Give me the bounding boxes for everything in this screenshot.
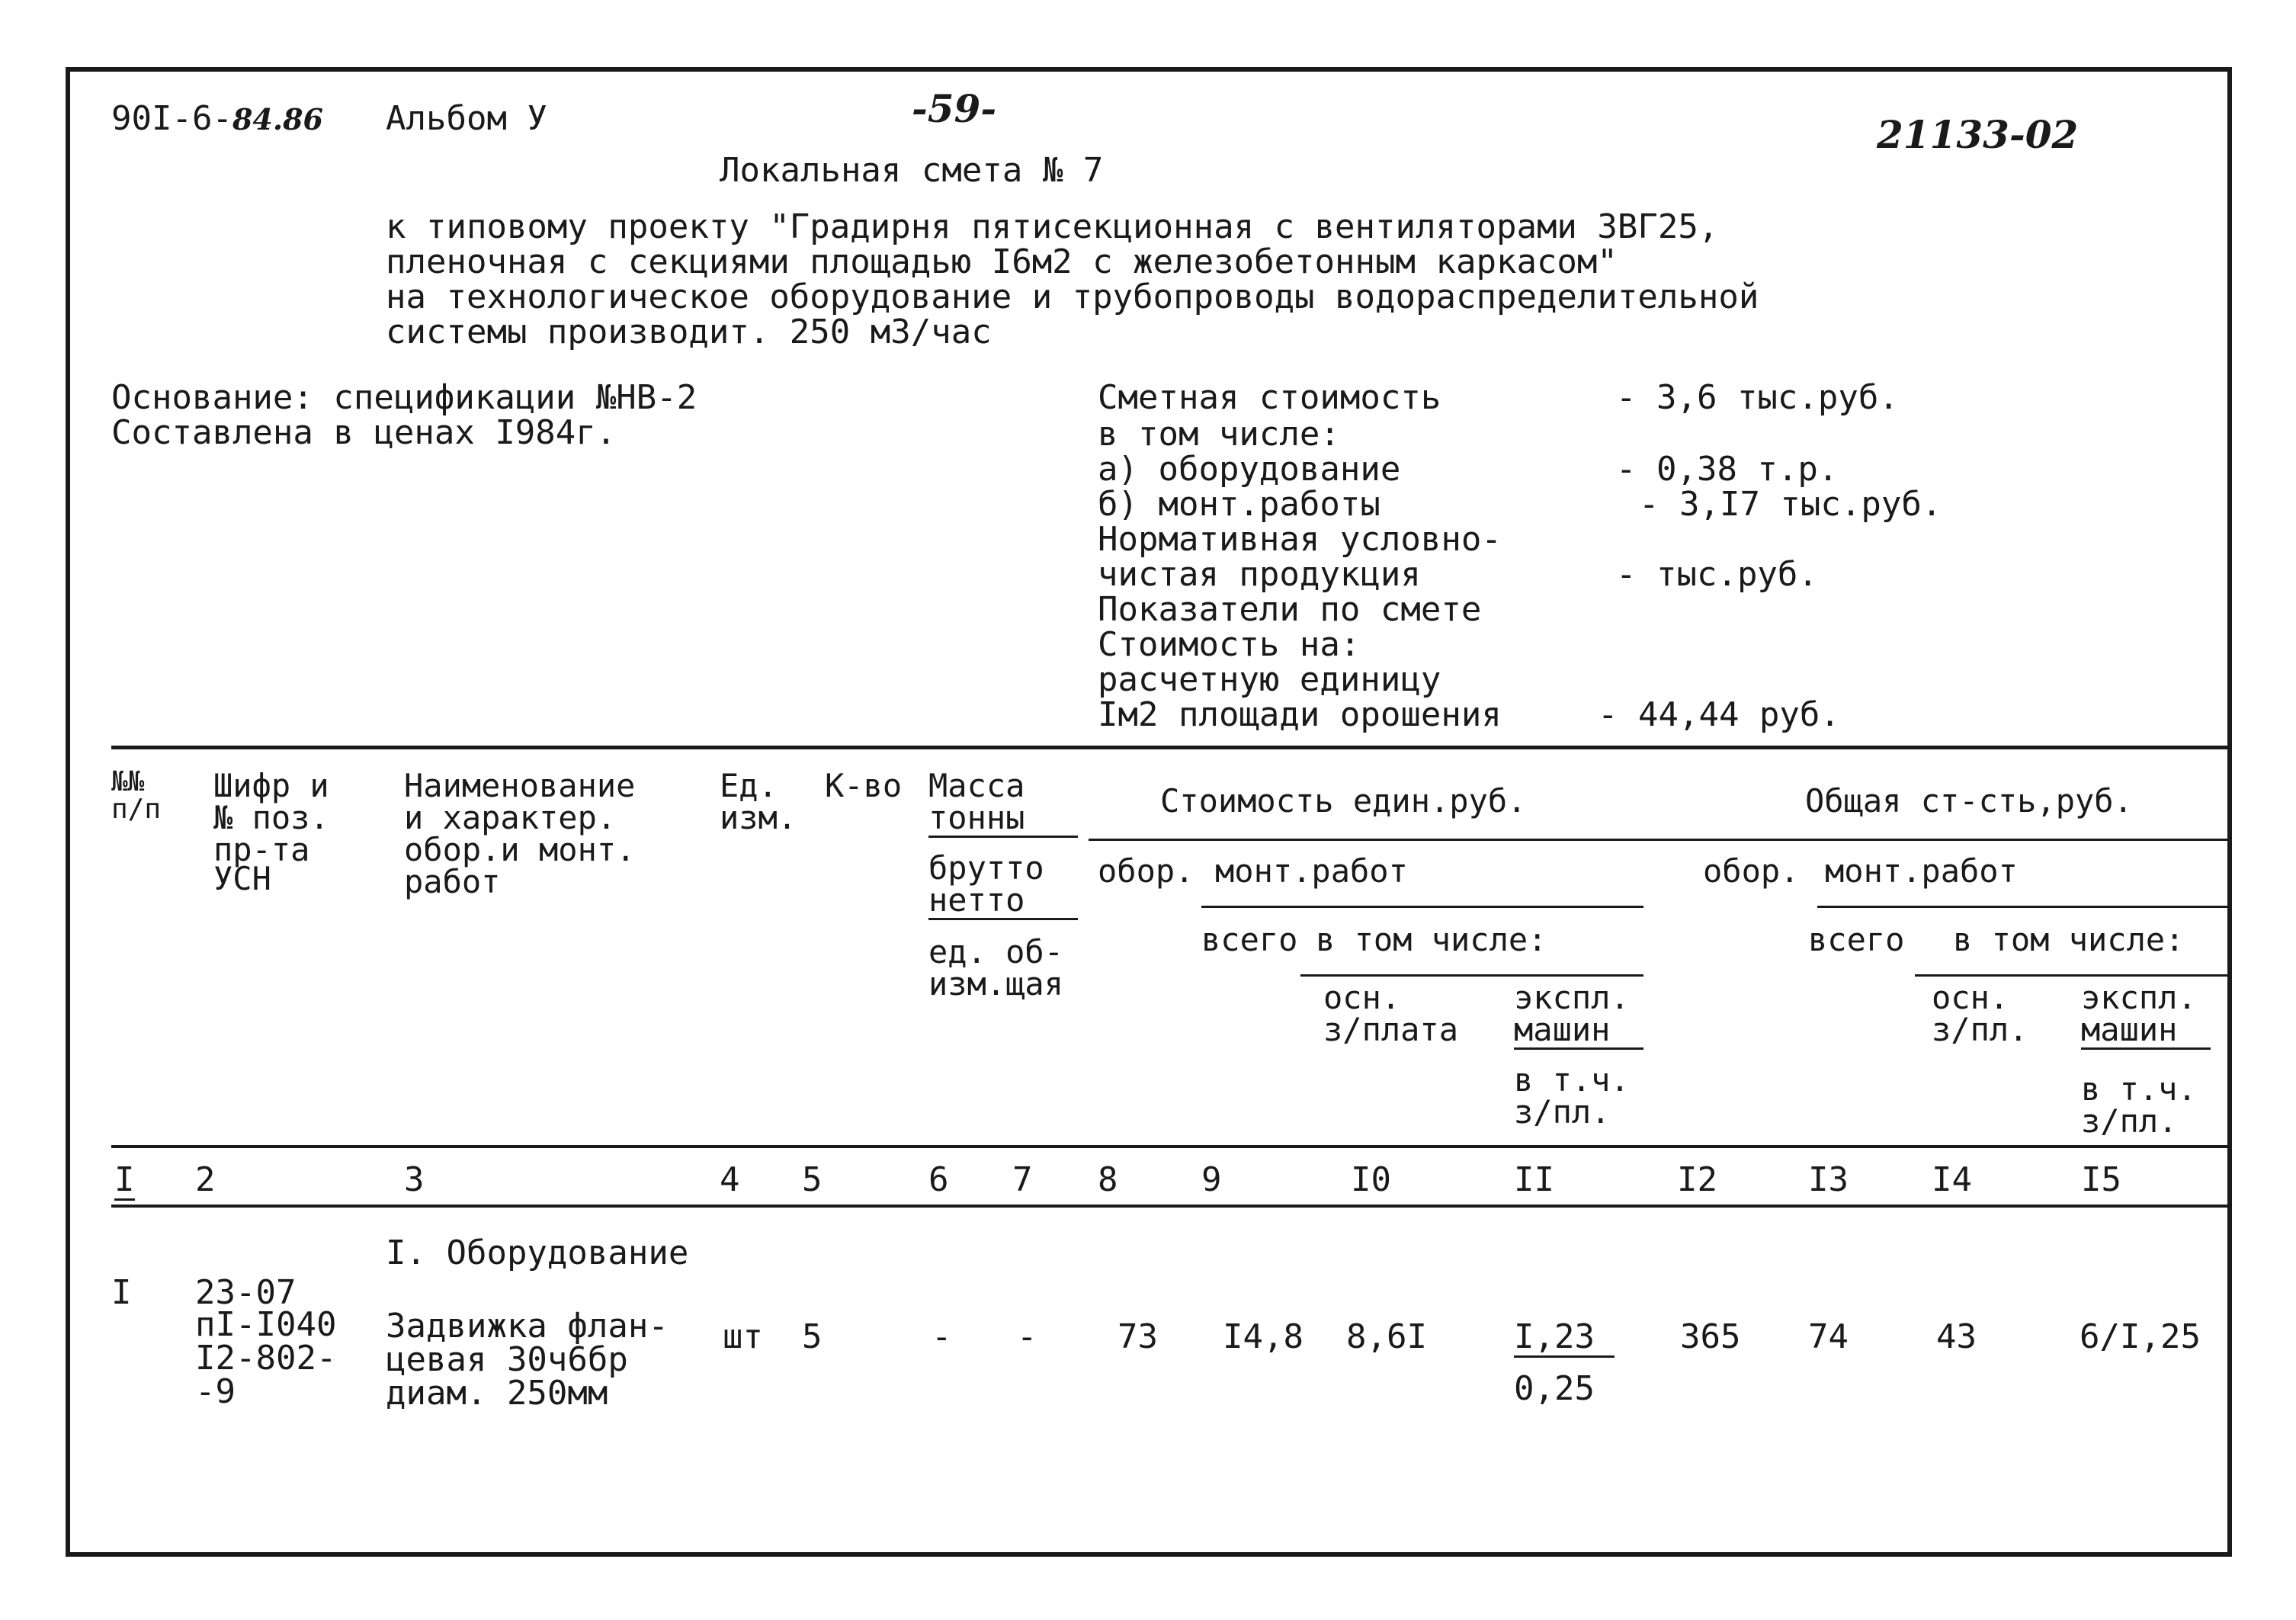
th-total-incl-wage-b: з/пл.	[2081, 1102, 2178, 1140]
summary-install-value: - 3,I7 тыс.руб.	[1639, 485, 1942, 524]
column-number: 3	[404, 1160, 425, 1199]
column-number: 4	[720, 1160, 740, 1199]
album-label: Альбом У	[386, 99, 547, 138]
column-number: I5	[2081, 1160, 2121, 1199]
th-code: Шифр и	[213, 767, 329, 804]
header-rule-costs	[1089, 839, 2227, 841]
th-total-machines-a: экспл.	[2081, 979, 2197, 1016]
th-unit-total-b: изм.щая	[928, 965, 1064, 1002]
row-wage: 8,6I	[1346, 1317, 1427, 1356]
th-code: УСН	[213, 860, 271, 897]
summary-label: чистая продукция	[1098, 555, 1421, 594]
column-numbers-rule	[111, 1205, 2227, 1208]
column-number: I3	[1808, 1160, 1849, 1199]
th-total-wage-b: з/пл.	[1932, 1011, 2028, 1048]
row-name: цевая 30ч6бр	[386, 1340, 628, 1379]
subject-line: пленочная с секциями площадью I6м2 с железобетонным каркасом"	[386, 242, 1618, 281]
project-code-handwritten: 84.86	[232, 102, 323, 136]
header-rule-unit-incl	[1300, 974, 1643, 977]
row-code: -9	[195, 1372, 236, 1411]
summary-total-value: - 3,6 тыс.руб.	[1616, 378, 1899, 417]
th-qty: К-во	[825, 767, 903, 804]
row-install-total-all: 74	[1808, 1317, 1849, 1356]
th-unit: изм.	[720, 799, 797, 836]
row-code: I2-802-	[195, 1339, 337, 1378]
basis-prices: Составлена в ценах I984г.	[111, 413, 617, 452]
th-unit-machines-b: машин	[1514, 1014, 1643, 1050]
th-num-line1: №№	[111, 766, 145, 797]
th-unit-incl-wage-b: з/пл.	[1514, 1093, 1611, 1131]
th-unit-wage-b: з/плата	[1323, 1011, 1459, 1048]
th-code: № поз.	[213, 799, 329, 836]
th-total-incl: в том числе:	[1953, 921, 2185, 958]
subject-line: системы производит. 250 м3/час	[386, 313, 992, 351]
row-mass-unit: -	[932, 1317, 952, 1356]
summary-label: а) оборудование	[1098, 450, 1401, 489]
th-unit-equipment: обор.	[1098, 852, 1194, 890]
header-rule-total-incl	[1915, 974, 2227, 977]
th-unit-install-total: всего	[1201, 921, 1298, 958]
th-unit-total-a: ед. об-	[928, 933, 1064, 970]
th-total-machines-b: машин	[2081, 1014, 2211, 1050]
th-unit-cost: Стоимость един.руб.	[1160, 782, 1527, 820]
column-number: 7	[1012, 1160, 1033, 1199]
estimate-title: Локальная смета № 7	[720, 151, 1104, 190]
row-name: Задвижка флан-	[386, 1307, 669, 1346]
summary-label: Нормативная условно-	[1098, 520, 1502, 559]
page-number: -59-	[912, 86, 997, 131]
summary-label: расчетную единицу	[1098, 660, 1441, 699]
th-netto: нетто	[928, 884, 1078, 920]
row-mass-total: -	[1017, 1317, 1037, 1356]
summary-per-unit-value: - 44,44 руб.	[1598, 695, 1840, 734]
row-machines-total: 6/I,25	[2080, 1317, 2201, 1356]
row-qty: 5	[802, 1317, 823, 1356]
column-number: 5	[802, 1160, 823, 1199]
th-name: работ	[404, 863, 501, 900]
summary-label: в том числе:	[1098, 415, 1340, 454]
summary-label: Стоимость на:	[1098, 625, 1361, 664]
th-name: и характер.	[404, 799, 617, 836]
th-unit-incl-wage-a: в т.ч.	[1514, 1061, 1630, 1099]
project-code	[111, 99, 323, 138]
summary-label: Iм2 площади орошения	[1098, 695, 1502, 734]
row-machines-wage: 0,25	[1514, 1369, 1595, 1408]
th-total-install: монт.работ	[1825, 852, 2018, 890]
th-unit-install: монт.работ	[1215, 852, 1408, 890]
column-number: I2	[1677, 1160, 1717, 1199]
column-number: 8	[1098, 1160, 1118, 1199]
header-rule-total-install	[1817, 906, 2227, 908]
summary-label: Сметная стоимость	[1098, 378, 1441, 417]
th-num-line2: п/п	[111, 794, 162, 825]
th-total-cost: Общая ст-сть,руб.	[1805, 782, 2133, 820]
basis-specification: Основание: спецификации №НВ-2	[111, 378, 697, 417]
column-number: II	[1514, 1160, 1554, 1199]
column-number: 6	[928, 1160, 949, 1199]
row-unit: шт	[723, 1317, 763, 1356]
row-install-total: I4,8	[1223, 1317, 1304, 1356]
th-name: обор.и монт.	[404, 831, 636, 868]
row-machines: I,23	[1514, 1320, 1615, 1358]
th-total-incl-wage-a: в т.ч.	[2081, 1070, 2197, 1108]
project-code-printed: 90I-6-	[111, 99, 232, 138]
column-number: 9	[1201, 1160, 1222, 1199]
th-unit-machines-a: экспл.	[1514, 979, 1630, 1016]
header-bottom-rule	[111, 1145, 2227, 1148]
th-unit: Ед.	[720, 767, 778, 804]
column-number: 2	[195, 1160, 216, 1199]
summary-label: Показатели по смете	[1098, 590, 1482, 629]
th-unit-wage-a: осн.	[1323, 979, 1401, 1016]
row-code: пI-I040	[195, 1305, 337, 1344]
th-total-install-total: всего	[1808, 921, 1905, 958]
column-number: I0	[1351, 1160, 1391, 1199]
column-number: I4	[1932, 1160, 1972, 1199]
row-equipment-total: 365	[1680, 1317, 1741, 1356]
document-code: 21133-02	[1877, 112, 2079, 157]
summary-net-product-value: - тыс.руб.	[1616, 555, 1818, 594]
th-total-wage-a: осн.	[1932, 979, 2009, 1016]
row-code: 23-07	[195, 1273, 297, 1312]
subject-line: к типовому проекту "Градирня пятисекционная с вентиляторами 3ВГ25,	[386, 207, 1719, 246]
row-number: I	[111, 1273, 132, 1312]
row-wage-total: 43	[1936, 1317, 1977, 1356]
th-name: Наименование	[404, 767, 636, 804]
summary-label: б) монт.работы	[1098, 485, 1380, 524]
row-name: диам. 250мм	[386, 1374, 608, 1413]
section-title: I. Оборудование	[386, 1233, 689, 1272]
summary-equipment-value: - 0,38 т.р.	[1616, 450, 1839, 489]
th-mass: Масса	[928, 767, 1025, 804]
th-tonnes: тонны	[928, 802, 1078, 838]
th-unit-incl: в том числе:	[1316, 921, 1547, 958]
row-equipment-unit: 73	[1118, 1317, 1158, 1356]
column-number: I	[114, 1160, 135, 1199]
subject-line: на технологическое оборудование и трубопроводы водораспределительной	[386, 277, 1759, 316]
th-brutto: брутто	[928, 849, 1044, 887]
table-top-rule	[111, 746, 2227, 749]
th-code: пр-та	[213, 831, 310, 868]
th-total-equipment: обор.	[1703, 852, 1800, 890]
header-rule-unit-install	[1201, 906, 1643, 908]
